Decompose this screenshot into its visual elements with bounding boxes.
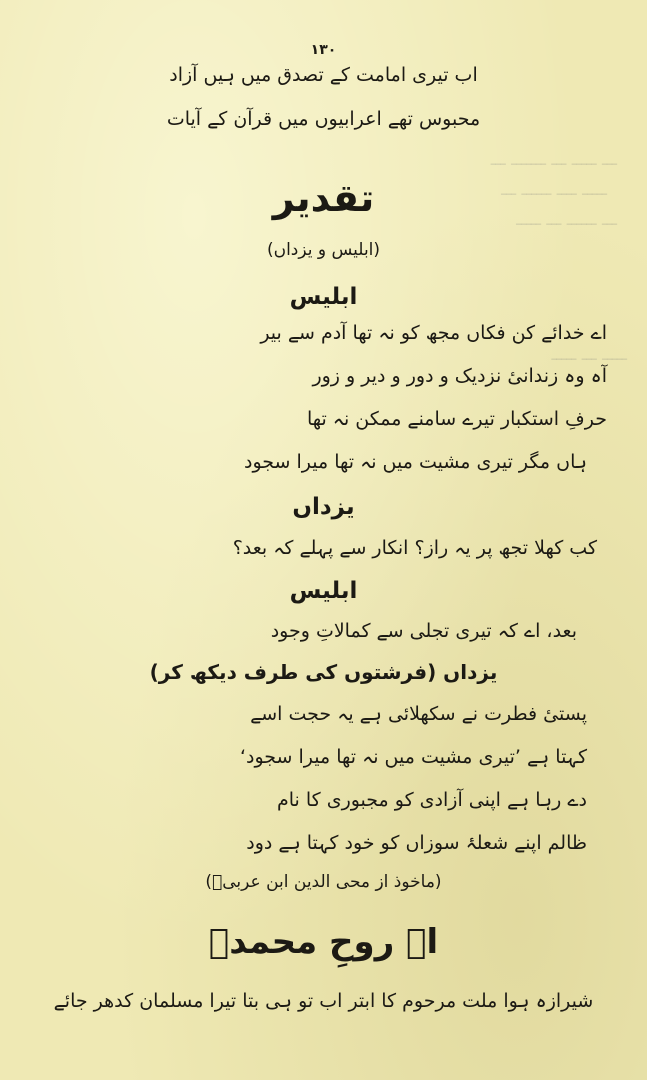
intro-line-1: اب تیری امامت کے تصدق میں ہیں آزاد xyxy=(169,64,478,86)
verse-line: پستیٔ فطرت نے سکھلائی ہے یہ حجت اسے xyxy=(250,703,587,725)
verse-line: کہتا ہے ’تیری مشیت میں نہ تھا میرا سجود‘ xyxy=(239,746,587,768)
source-note: (ماخوذ از محی الدین ابن عربیؒ) xyxy=(205,872,442,892)
poem-title: تقدیر xyxy=(272,176,375,220)
verse-line: بعد، اے کہ تیری تجلی سے کمالاتِ وجود xyxy=(270,620,577,642)
verse-line: حرفِ استکبار تیرے سامنے ممکن نہ تھا xyxy=(306,408,607,430)
bleed-through-text: ـــــ ــــ ــــــ ـــ xyxy=(501,180,607,200)
intro-line-2: محبوس تھے اعرابیوں میں قرآن کے آیات xyxy=(166,108,481,130)
bleed-through-text: ـــ ـــــ ـــ ـــــــ ـــ xyxy=(490,150,617,170)
verse-line: دے رہا ہے اپنی آزادی کو مجبوری کا نام xyxy=(276,789,587,811)
poem-subtitle: (ابلیس و یزداں) xyxy=(266,240,381,260)
bleed-through-text: ـــــ ـــ ـــــ xyxy=(551,345,627,365)
verse-line: آہ وہ زندانیٔ نزدیک و دور و دیر و زور xyxy=(312,365,607,387)
page-number: ۱۳۰ xyxy=(310,42,337,58)
speaker-iblis-2: ابلیس xyxy=(289,578,358,604)
verse-line: ظالم اپنے شعلۂ سوزاں کو خود کہتا ہے دود xyxy=(246,832,587,854)
next-poem-title: اے روحِ محمدؐ xyxy=(208,922,439,962)
next-poem-first-line: شیرازہ ہوا ملت مرحوم کا ابتر اب تو ہی بتا تیرا مسلمان کدھر جائے xyxy=(53,990,594,1012)
bleed-through-text: ـــ ــــــ ـــ ـــــ xyxy=(516,210,617,230)
verse-line: کب کھلا تجھ پر یہ راز؟ انکار سے پہلے کہ بعد؟ xyxy=(232,537,597,559)
verse-line: اے خدائے کن فکاں مجھ کو نہ تھا آدم سے بیر xyxy=(260,322,607,344)
speaker-yazdan-2: یزداں (فرشتوں کی طرف دیکھ کر) xyxy=(149,660,498,684)
speaker-iblis-1: ابلیس xyxy=(289,284,358,310)
speaker-yazdan-1: یزداں xyxy=(292,494,355,520)
verse-line: ہاں مگر تیری مشیت میں نہ تھا میرا سجود xyxy=(243,451,587,473)
